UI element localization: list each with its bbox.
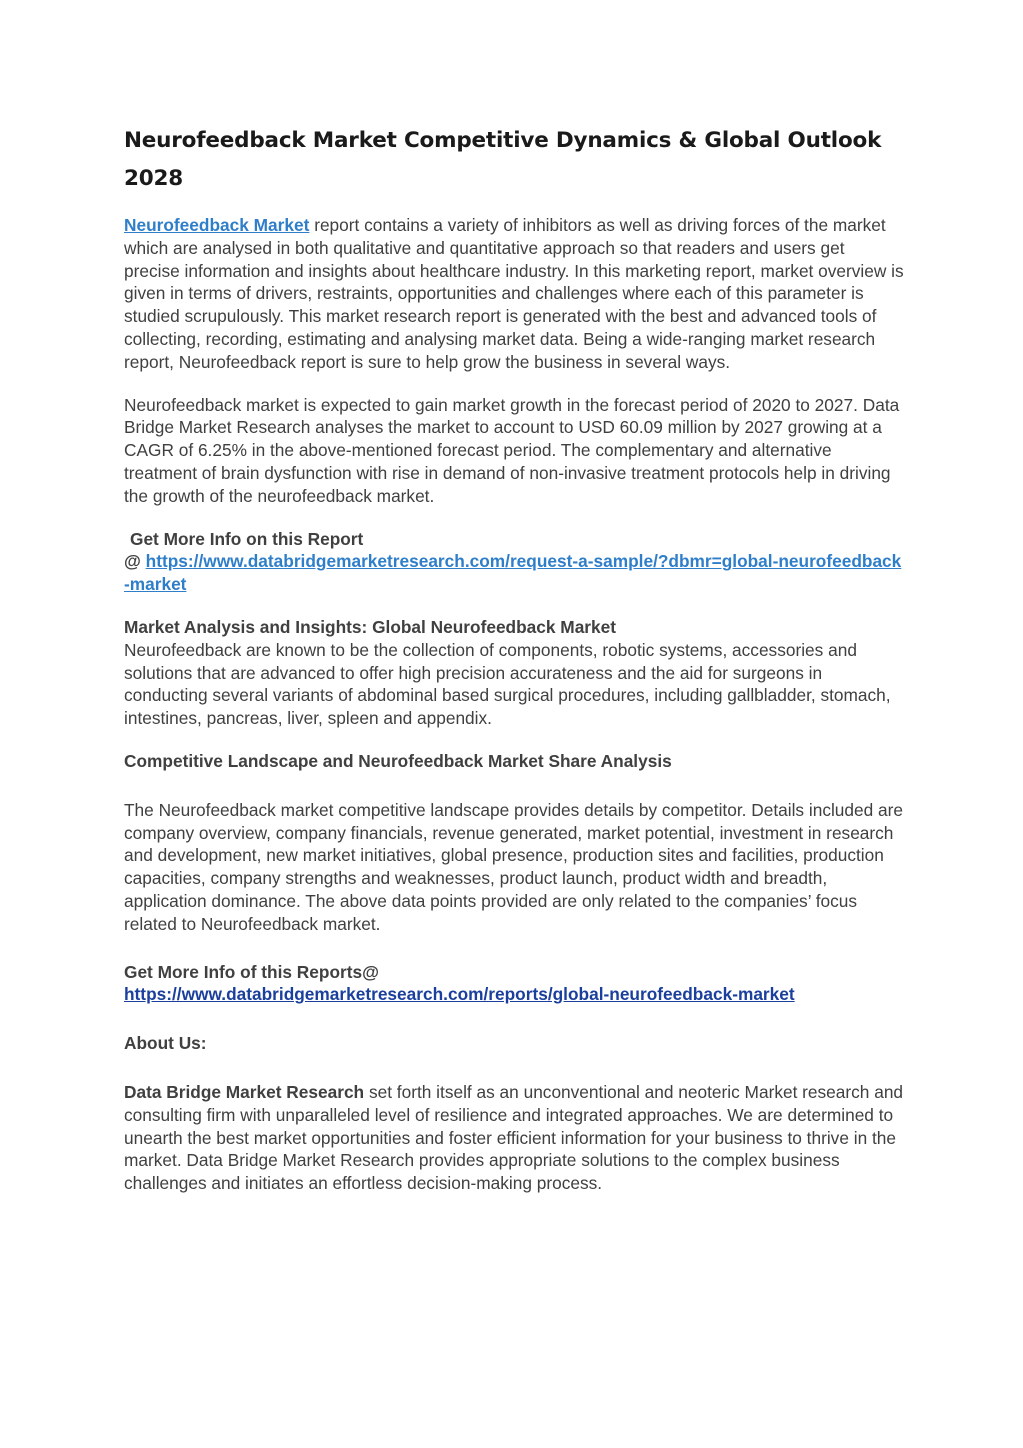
page-title: Neurofeedback Market Competitive Dynamics & Global Outlook 2028 xyxy=(124,128,882,191)
document-page xyxy=(124,122,904,1195)
competitive-text: The Neurofeedback market competitive landscape provides details by competitor. Details included are company overview, company financials, revenue generated, market potential, investment in research and development, new market initiatives, global presence, production sites and facilities, production capacities, company strengths and weaknesses, product launch, product width and breadth, application dominance. The above data points provided are only related to the companies’ focus related to Neurofeedback market. xyxy=(124,799,904,934)
about-paragraph xyxy=(124,1081,904,1195)
more-info-label-2: Get More Info of this Reports@ xyxy=(124,961,379,982)
more-info-block-1 xyxy=(124,528,904,596)
analysis-block xyxy=(124,616,904,730)
request-sample-link[interactable]: https://www.databridgemarketresearch.com/request-a-sample/?dbmr=global-neurofeedback-market xyxy=(124,551,902,595)
analysis-text: Neurofeedback are known to be the collection of components, robotic systems, accessories and solutions that are advanced to offer high precision accurateness and the aid for surgeons in conducting several variants of abdominal based surgical procedures, including gallbladder, stomach, intestines, pancreas, liver, spleen and appendix. xyxy=(124,639,891,729)
about-heading: About Us: xyxy=(124,1033,207,1054)
more-info-block-2 xyxy=(124,961,904,1007)
intro-paragraph xyxy=(124,214,904,374)
at-sign: @ xyxy=(124,551,141,572)
analysis-heading: Market Analysis and Insights: Global Neurofeedback Market xyxy=(124,616,617,637)
growth-paragraph: Neurofeedback market is expected to gain market growth in the forecast period of 2020 to 2027. Data Bridge Market Research analyses the market to account to USD 60.09 million by 2027 growing at a CAGR of 6.25% in the above-mentioned forecast period. The complementary and alternative treatment of brain dysfunction with rise in demand of non-invasive treatment protocols help in driving the growth of the neurofeedback market. xyxy=(124,394,900,506)
neurofeedback-market-link[interactable]: Neurofeedback Market xyxy=(124,215,310,235)
about-company-name: Data Bridge Market Research xyxy=(124,1081,365,1102)
more-info-label-1: Get More Info on this Report xyxy=(130,528,364,549)
intro-text: report contains a variety of inhibitors as well as driving forces of the market which are analysed in both qualitative and quantitative approach so that readers and users get precise information and insights about healthcare industry. In this marketing report, market overview is given in terms of drivers, restraints, opportunities and challenges where each of this parameter is studied scrupulously. This market research report is generated with the best and advanced tools of collecting, recording, estimating and analysing market data. Being a wide-ranging market research report, Neurofeedback report is sure to help grow the business in several ways. xyxy=(124,215,904,372)
competitive-heading: Competitive Landscape and Neurofeedback Market Share Analysis xyxy=(124,750,672,771)
report-link[interactable]: https://www.databridgemarketresearch.com/reports/global-neurofeedback-market xyxy=(124,984,795,1005)
about-text: set forth itself as an unconventional and neoteric Market research and consulting firm with unparalleled level of resilience and integrated approaches. We are determined to unearth the best market opportunities and foster efficient information for your business to thrive in the market. Data Bridge Market Research provides appropriate solutions to the complex business challenges and initiates an effortless decision-making process. xyxy=(124,1081,904,1194)
